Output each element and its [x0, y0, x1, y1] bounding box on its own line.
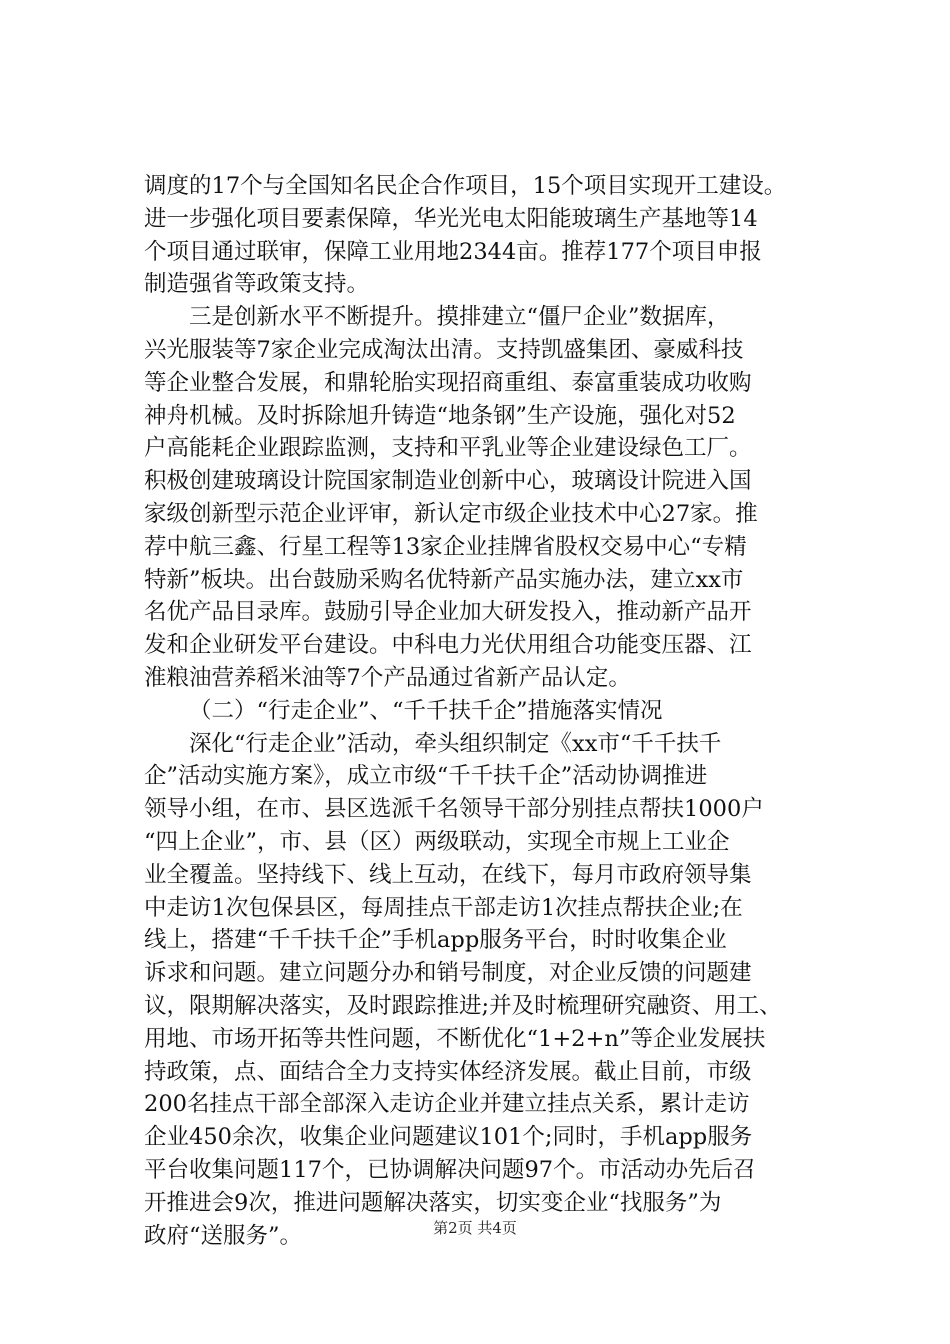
- text-line: 发和企业研发平台建设。中科电力光伏用组合功能变压器、江: [144, 632, 752, 659]
- text-line: “四上企业”，市、县（区）两级联动，实现全市规上工业企: [144, 828, 730, 855]
- document-body: [144, 170, 834, 1252]
- text-line: 线上，搭建“千千扶千企”手机app服务平台，时时收集企业: [144, 927, 727, 954]
- text-line: 进一步强化项目要素保障，华光光电太阳能玻璃生产基地等14: [144, 205, 758, 232]
- text-line: 兴光服装等7家企业完成淘汰出清。支持凯盛集团、豪威科技: [144, 336, 744, 363]
- text-line: 200名挂点干部全部深入走访企业并建立挂点关系，累计走访: [144, 1091, 750, 1118]
- text-line: 业全覆盖。坚持线下、线上互动，在线下，每月市政府领导集: [144, 861, 752, 888]
- text-line: 荐中航三鑫、行星工程等13家企业挂牌省股权交易中心“专精: [144, 533, 747, 560]
- text-line: 等企业整合发展，和鼎轮胎实现招商重组、泰富重装成功收购: [144, 369, 752, 396]
- text-line: 议，限期解决落实，及时跟踪推进;并及时梳理研究融资、用工、: [144, 992, 782, 1019]
- text-line: 领导小组，在市、县区选派千名领导干部分别挂点帮扶1000户: [144, 796, 764, 823]
- text-line: 用地、市场开拓等共性问题，不断优化“1+2+n”等企业发展扶: [144, 1025, 766, 1052]
- text-line: 特新”板块。出台鼓励采购名优特新产品实施办法，建立xx市: [144, 566, 744, 593]
- text-line: 诉求和问题。建立问题分办和销号制度，对企业反馈的问题建: [144, 960, 752, 987]
- section-heading: [144, 695, 834, 728]
- text-line: 平台收集问题117个，已协调解决问题97个。市活动办先后召: [144, 1156, 756, 1183]
- text-line: 政府“送服务”。: [144, 1222, 303, 1249]
- paragraph-activities: [144, 728, 834, 1253]
- page-number-footer: 第2页 共4页: [433, 1219, 517, 1237]
- text-line: 深化“行走企业”活动，牵头组织制定《xx市“千千扶千: [189, 730, 722, 757]
- text-line: 户高能耗企业跟踪监测，支持和平乳业等企业建设绿色工厂。: [144, 435, 752, 462]
- text-line: 名优产品目录库。鼓励引导企业加大研发投入，推动新产品开: [144, 599, 752, 626]
- text-line: 中走访1次包保县区，每周挂点干部走访1次挂点帮扶企业;在: [144, 894, 743, 921]
- text-line: 企”活动实施方案》，成立市级“千千扶千企”活动协调推进: [144, 763, 708, 790]
- text-line: 个项目通过联审，保障工业用地2344亩。推荐177个项目申报: [144, 238, 762, 265]
- text-line: 持政策，点、面结合全力支持实体经济发展。截止目前，市级: [144, 1058, 752, 1085]
- text-line: 制造强省等政策支持。: [144, 271, 370, 298]
- text-line: 三是创新水平不断提升。摸排建立“僵尸企业”数据库，: [189, 304, 730, 331]
- text-line: 家级创新型示范企业评审，新认定市级企业技术中心27家。推: [144, 500, 758, 527]
- text-line: 调度的17个与全国知名民企合作项目，15个项目实现开工建设。: [144, 173, 787, 199]
- paragraph-projects: [144, 170, 834, 301]
- paragraph-innovation: [144, 301, 834, 695]
- text-line: 开推进会9次，推进问题解决落实，切实变企业“找服务”为: [144, 1189, 722, 1216]
- text-line: 神舟机械。及时拆除旭升铸造“地条钢”生产设施，强化对52: [144, 402, 736, 429]
- text-line: 积极创建玻璃设计院国家制造业创新中心，玻璃设计院进入国: [144, 468, 752, 495]
- section-heading-text: （二）“行走企业”、“千千扶千企”措施落实情况: [189, 697, 663, 724]
- text-line: 淮粮油营养稻米油等7个产品通过省新产品认定。: [144, 664, 631, 691]
- text-line: 企业450余次，收集企业问题建议101个;同时，手机app服务: [144, 1124, 753, 1151]
